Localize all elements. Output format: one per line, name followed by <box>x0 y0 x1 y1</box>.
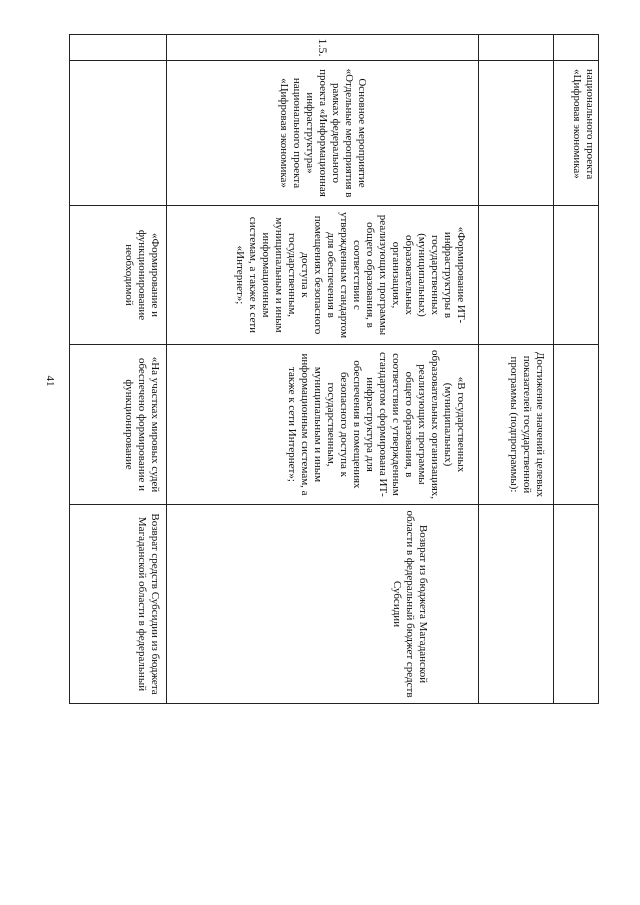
measure <box>479 504 554 704</box>
row-number <box>479 34 554 60</box>
activity-name: национального проекта «Цифровая экономика» <box>554 60 599 205</box>
activity-name <box>479 60 554 205</box>
table-row <box>553 34 599 704</box>
measure: Возврат средств Субсидии из бюджета Магаданской области в федеральный <box>69 504 167 704</box>
expected-result: «Формирование ИТ-инфраструктуры в государственных (муниципальных) образовательных организациях, реализующих программы общего образования, в соответствии с утвержденным стандартом для обеспечения в помещениях безопасного доступа к государственным, муниципальным и иным информационным системам, а также к сети «Интернет»; <box>167 205 479 344</box>
row-number <box>69 34 167 60</box>
expected-result <box>554 205 599 344</box>
row-number: 1.5. <box>167 34 479 60</box>
expected-result: «Формирование и функционирование необходимой <box>69 205 167 344</box>
row-number <box>554 34 599 60</box>
table-row <box>478 34 554 704</box>
activity-name <box>69 60 167 205</box>
rotated-table-sheet <box>69 34 599 704</box>
indicator <box>554 344 599 504</box>
measure <box>554 504 599 704</box>
indicator: Достижение значений целевых показателей государственной программы (подпрограммы): <box>479 344 554 504</box>
activity-name: Основное мероприятие «Отдельные мероприятия в рамках федерального проекта «Информационная инфраструктура» национального проекта «Цифровая экономика» <box>167 60 479 205</box>
measures-table <box>69 34 599 704</box>
indicator: «На участках мировых судей обеспечено формирование и функционирование <box>69 344 167 504</box>
table-row <box>69 34 167 704</box>
table-row <box>166 34 479 704</box>
page-number: 41 <box>44 375 56 387</box>
expected-result <box>479 205 554 344</box>
indicator: «В государственных (муниципальных) образовательных организациях, реализующих программы общего образования, в соответствии с утвержденным стандартом сформирована ИТ-инфраструктура для обеспечения в помещениях безопасного доступа к государственным, муниципальным и иным информационным системам, а также к сети Интернет»; <box>167 344 479 504</box>
measure: Возврат из бюджета Магаданской области в федеральный бюджет средств Субсидии <box>167 504 479 704</box>
